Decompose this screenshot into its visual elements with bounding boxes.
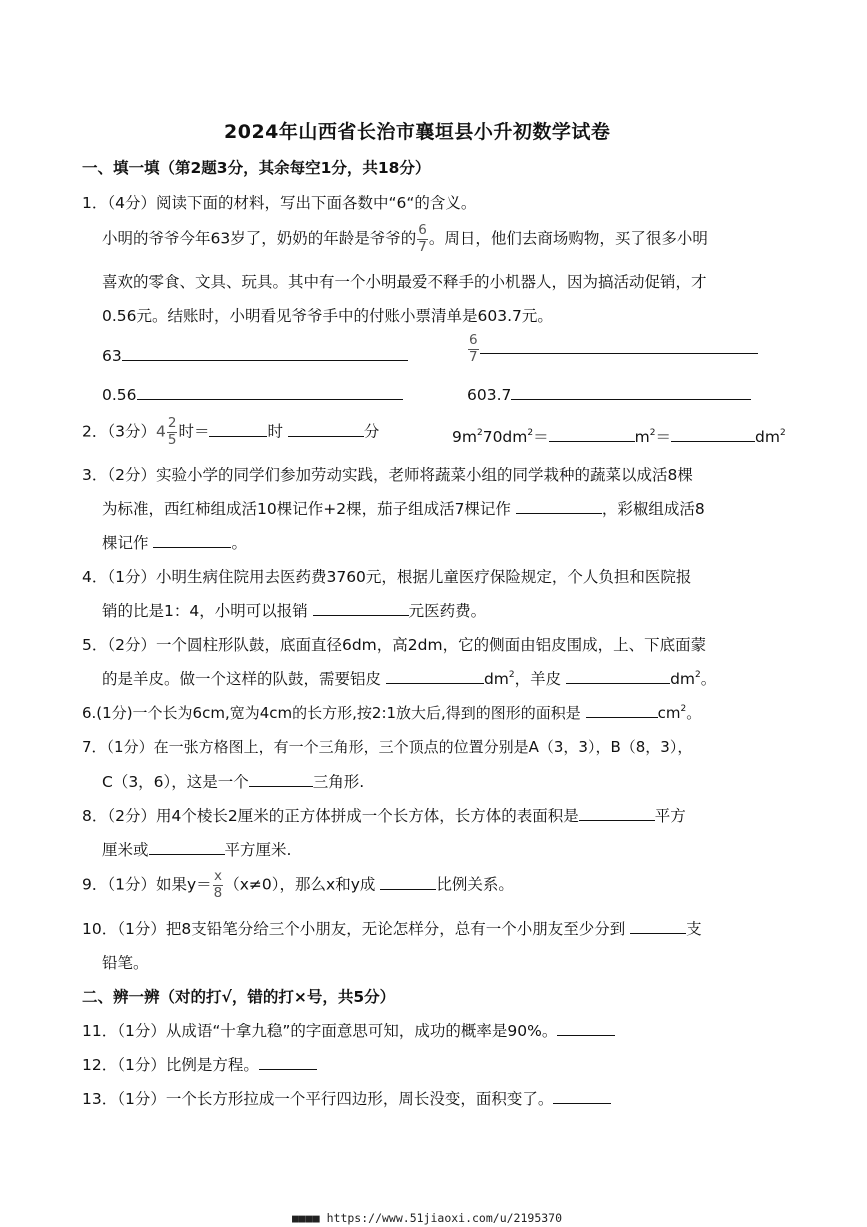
answer-blank[interactable]	[557, 1020, 615, 1036]
fraction-denominator: 7	[418, 238, 427, 255]
question-7-line-2	[102, 770, 364, 792]
text: ＝	[655, 428, 671, 446]
question-4-line-2	[102, 599, 486, 621]
answer-blank[interactable]	[586, 702, 658, 718]
answer-blank[interactable]	[386, 668, 484, 684]
footer-source-link[interactable]: ■■■■ https://www.51jiaoxi.com/u/2195370	[292, 1211, 563, 1225]
question-9	[82, 870, 514, 900]
passage-text: 小明的爷爷今年63岁了，奶奶的年龄是爷爷的	[102, 229, 417, 248]
superscript: 2	[680, 704, 687, 714]
text: 13．（1分）一个长方形拉成一个平行四边形，周长没变，面积变了。	[82, 1090, 554, 1108]
answer-blank[interactable]	[549, 426, 635, 442]
text: 8．（2分）用4个棱长2厘米的正方体拼成一个长方体，长方体的表面积是	[82, 807, 579, 825]
question-1-stem: 1．（4分）阅读下面的材料，写出下面各数中“6“的含义。	[82, 194, 477, 212]
answer-blank[interactable]	[480, 338, 758, 354]
question-3-line-3	[102, 531, 247, 553]
question-1-passage-line-1	[102, 224, 708, 254]
superscript: 2	[476, 428, 483, 438]
answer-label: 63	[102, 347, 122, 365]
answer-blank[interactable]	[153, 532, 231, 548]
answer-blank[interactable]	[566, 668, 670, 684]
text: ，羊皮	[514, 670, 562, 688]
answer-blank[interactable]	[511, 384, 751, 400]
text: 元医药费。	[408, 602, 487, 620]
text: 比例关系。	[436, 875, 514, 894]
text: 。	[700, 670, 717, 688]
question-10-line-1	[82, 917, 702, 939]
text: C（3，6），这是一个	[102, 773, 249, 791]
fraction-denominator: 5	[167, 431, 177, 448]
fraction-six-sevenths	[468, 334, 479, 364]
answer-blank[interactable]	[259, 1054, 317, 1070]
answer-blank[interactable]	[553, 1088, 611, 1104]
text: 。	[686, 704, 702, 722]
passage-text: 。周日，他们去商场购物，买了很多小明	[428, 229, 708, 248]
question-11	[82, 1019, 615, 1041]
section-1-heading: 一、填一填（第2题3分，其余每空1分，共18分）	[82, 159, 431, 177]
answer-row-603-7	[467, 384, 751, 404]
text: ＝	[533, 428, 549, 446]
text: 分	[363, 422, 380, 441]
text: 9．（1分）如果y＝	[82, 875, 212, 894]
text: 9m	[452, 428, 477, 446]
fraction-numerator: x	[213, 868, 222, 884]
fraction-denominator: 8	[213, 884, 223, 901]
question-13	[82, 1087, 611, 1109]
question-1-passage-line-3: 0.56元。结账时，小明看见爷爷手中的付账小票清单是603.7元。	[102, 307, 553, 325]
text: 棵记作	[102, 534, 149, 552]
question-2-area-conversion	[452, 425, 786, 447]
answer-label: 0.56	[102, 386, 137, 404]
text: 12．（1分）比例是方程。	[82, 1056, 259, 1074]
fraction-numerator: 6	[418, 222, 427, 238]
question-3-line-1: 3．（2分）实验小学的同学们参加劳动实践，老师将蔬菜小组的同学栽种的蔬菜以成活8棵	[82, 466, 693, 484]
answer-blank[interactable]	[249, 771, 313, 787]
text: cm	[657, 704, 681, 722]
fraction-numerator: 6	[469, 332, 478, 348]
text: 平方厘米.	[224, 841, 292, 859]
superscript: 2	[508, 670, 515, 680]
fraction-x-over-8	[213, 870, 224, 900]
text: ，彩椒组成活8	[601, 500, 705, 518]
superscript: 2	[527, 428, 534, 438]
answer-label: 603.7	[467, 386, 512, 404]
text: dm	[483, 670, 509, 688]
fraction-two-fifths	[167, 417, 178, 447]
section-2-heading: 二、辨一辨（对的打√，错的打×号，共5分）	[82, 988, 396, 1006]
question-7-line-1: 7．（1分）在一张方格图上，有一个三角形，三个顶点的位置分别是A（3，3），B（8，3），	[82, 738, 693, 756]
text: 的是羊皮。做一个这样的队鼓，需要铝皮	[102, 670, 382, 688]
text: 11．（1分）从成语“十拿九稳”的字面意思可知，成功的概率是90%。	[82, 1022, 558, 1040]
answer-blank[interactable]	[630, 918, 686, 934]
superscript: 2	[695, 670, 701, 680]
question-label: 2．（3分）	[82, 422, 156, 441]
question-1-passage-line-2: 喜欢的零食、文具、玩具。其中有一个小明最爱不释手的小机器人，因为搞活动促销，才	[102, 273, 707, 291]
text: m	[634, 428, 650, 446]
answer-blank[interactable]	[137, 384, 403, 400]
question-12	[82, 1053, 317, 1075]
text: 10．（1分）把8支铅笔分给三个小朋友，无论怎样分，总有一个小朋友至少分到	[82, 920, 626, 938]
text: 三角形.	[312, 773, 365, 791]
answer-blank[interactable]	[516, 498, 602, 514]
answer-blank[interactable]	[288, 421, 364, 437]
text: 。	[231, 534, 247, 552]
question-4-line-1: 4．（1分）小明生病住院用去医药费3760元，根据儿童医疗保险规定，个人负担和医院报	[82, 568, 692, 586]
answer-blank[interactable]	[313, 600, 409, 616]
text: 70dm	[482, 428, 528, 446]
answer-blank[interactable]	[149, 839, 225, 855]
fraction-denominator: 7	[469, 348, 478, 365]
text: 为标准，西红柿组成活10棵记作+2棵，茄子组成活7棵记作	[102, 500, 511, 518]
superscript: 2	[779, 428, 786, 438]
answer-blank[interactable]	[380, 874, 436, 890]
question-10-line-2: 铅笔。	[102, 954, 149, 972]
question-5-line-1: 5．（2分）一个圆柱形队鼓，底面直径6dm，高2dm，它的侧面由铝皮围成，上、下底面蒙	[82, 636, 707, 654]
text: 6.(1分)一个长为6cm,宽为4cm的长方形,按2:1放大后,得到的图形的面积是	[82, 704, 581, 722]
question-3-line-2	[102, 497, 705, 519]
superscript: 2	[649, 428, 656, 438]
text: 支	[686, 920, 702, 938]
answer-row-0-56	[102, 384, 403, 404]
answer-blank[interactable]	[579, 805, 655, 821]
text: 平方	[654, 807, 686, 825]
text: （x≠0），那么x和y成	[224, 875, 376, 894]
question-8-line-1	[82, 804, 686, 826]
mixed-number-whole: 4	[155, 422, 166, 441]
fraction-numerator: 2	[167, 415, 177, 431]
fraction-six-sevenths	[417, 224, 428, 254]
text: dm	[670, 670, 696, 688]
answer-row-63	[102, 345, 408, 365]
text: 时	[267, 422, 283, 441]
answer-blank[interactable]	[122, 345, 408, 361]
answer-row-six-sevenths	[467, 334, 758, 364]
text: 销的比是1：4，小明可以报销	[102, 602, 308, 620]
answer-blank[interactable]	[671, 426, 755, 442]
page-title: 2024年山西省长治市襄垣县小升初数学试卷	[224, 121, 611, 143]
question-5-line-2	[102, 667, 716, 689]
text: 厘米或	[102, 841, 149, 859]
question-2	[82, 417, 379, 447]
answer-blank[interactable]	[209, 421, 267, 437]
question-8-line-2	[102, 838, 291, 860]
text: dm	[754, 428, 780, 446]
text: 时＝	[178, 422, 210, 441]
question-6	[82, 702, 701, 723]
